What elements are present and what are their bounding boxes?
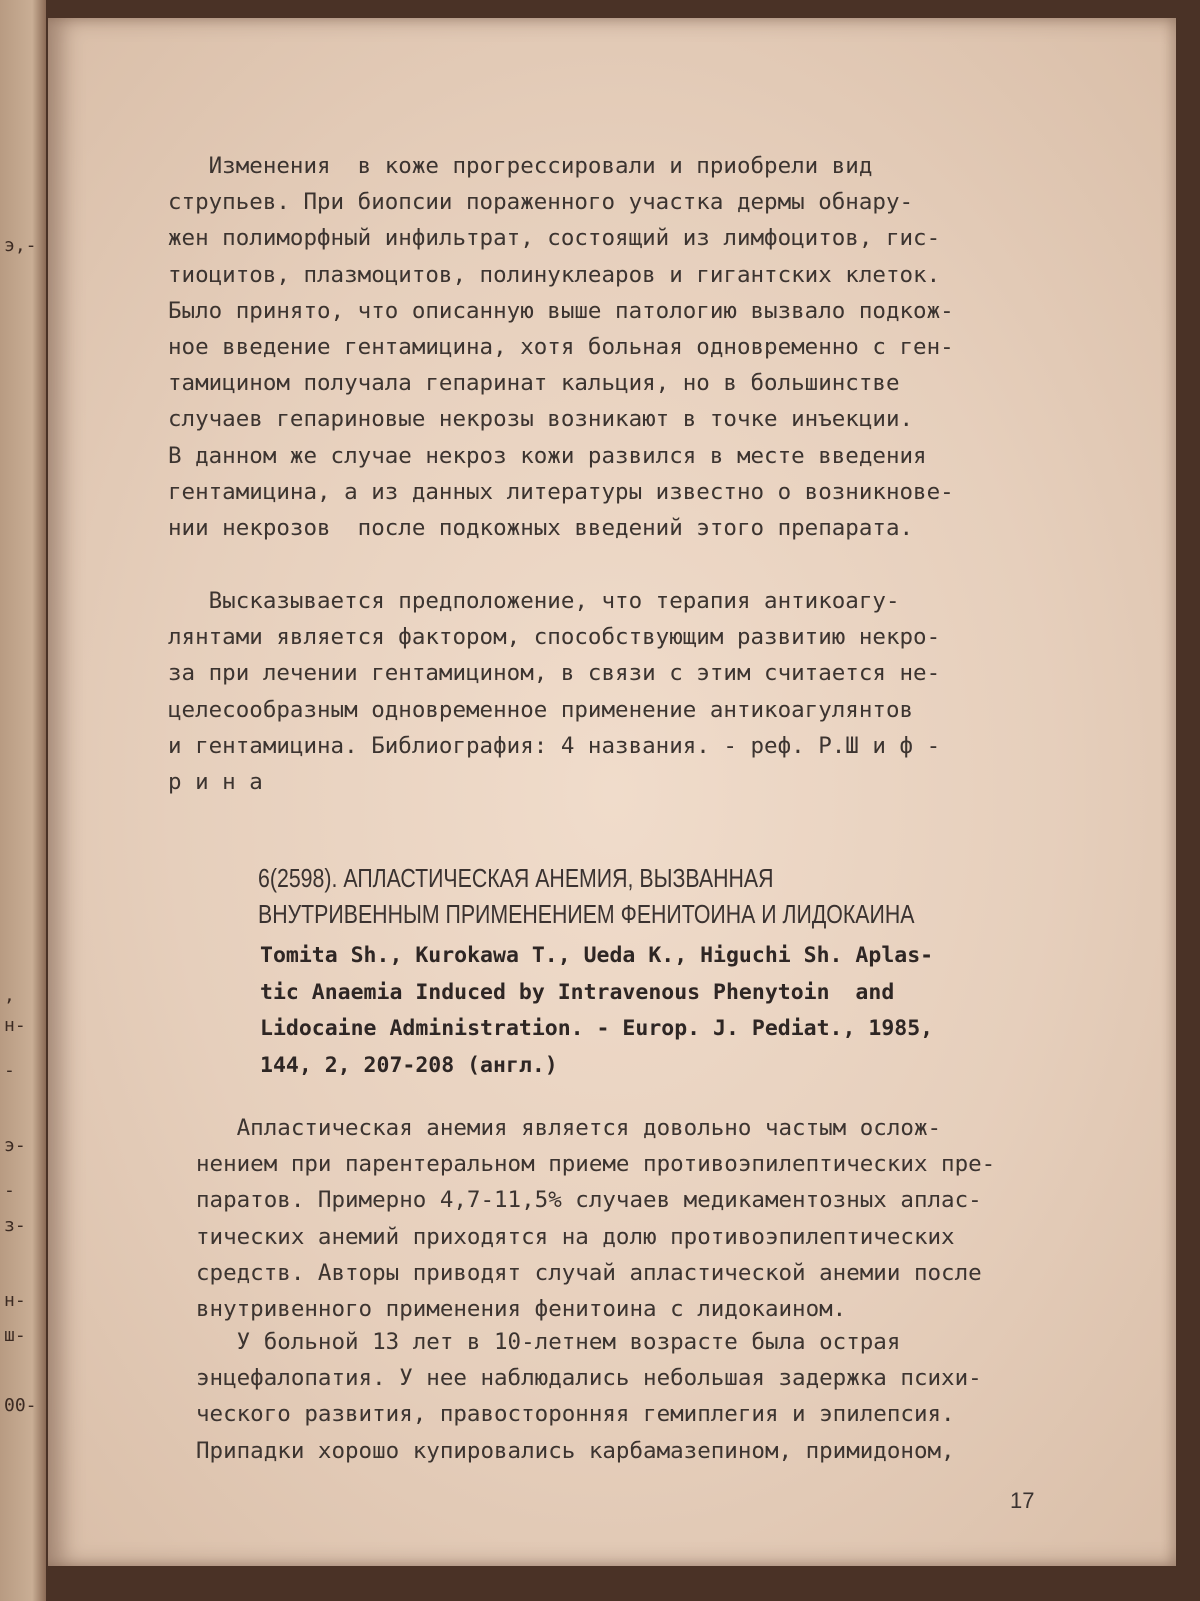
text-line: тических анемий приходятся на долю противоэпилептических [196,1223,955,1250]
text-line: 6(2598). АПЛАСТИЧЕСКАЯ АНЕМИЯ, ВЫЗВАННАЯ [258,863,774,893]
text-line: средств. Авторы приводят случай апластической анемии после [196,1259,982,1286]
document-page [48,18,1176,1566]
page-number: 17 [1010,1488,1035,1513]
margin-fragment: ш- [4,1325,26,1346]
margin-fragment: 00- [4,1395,37,1416]
text-line: и гентамицина. Библиография: 4 названия. - реф. Р.Ш и ф - [168,732,941,759]
previous-abstract-paragraph-2 [168,583,940,800]
entry-heading [258,860,914,932]
text-line: ВНУТРИВЕННЫМ ПРИМЕНЕНИЕМ ФЕНИТОИНА И ЛИДОКАИНА [258,899,915,929]
text-line: струпьев. При биопсии пораженного участка дермы обнару- [168,189,914,216]
text-line: за при лечении гентамицином, в связи с этим считается не- [168,660,941,687]
text-line: Высказывается предположение, что терапия антикоагу- [168,588,900,614]
text-line: тиоцитов, плазмоцитов, полинуклеаров и гигантских клеток. [168,261,941,288]
text-line: случаев гепариновые некрозы возникают в точке инъекции. [168,406,914,433]
text-line: 144, 2, 207-208 (англ.) [260,1052,558,1078]
text-line: жен полиморфный инфильтрат, состоящий из лимфоцитов, гис- [168,225,941,252]
text-line: внутривенного применения фенитоина с лидокаином. [196,1296,847,1323]
previous-abstract-paragraph-1 [168,148,954,546]
text-line: ческого развития, правосторонняя гемиплегия и эпилепсия. [196,1401,955,1428]
text-line: В данном же случае некроз кожи развился в месте введения [168,442,927,469]
text-line: паратов. Примерно 4,7-11,5% случаев медикаментозных аплас- [196,1187,982,1214]
margin-fragment: э- [4,1135,26,1156]
text-line: У больной 13 лет в 10-летнем возрасте была острая [196,1329,901,1355]
text-line: гентамицина, а из данных литературы известно о возникнове- [168,478,954,505]
text-line: энцефалопатия. У нее наблюдались небольшая задержка психи- [196,1365,982,1392]
entry-citation [260,938,933,1084]
text-line: Припадки хорошо купировались карбамазепином, примидоном, [196,1437,955,1464]
entry-paragraph-2 [196,1324,982,1469]
entry-paragraph-1 [196,1110,995,1327]
margin-fragment: н- [4,1015,26,1036]
text-line: целесообразным одновременное применение антикоагулянтов [168,696,914,723]
text-line: р и н а [168,769,263,796]
text-line: Изменения в коже прогрессировали и приобрели вид [168,153,873,179]
text-line: Было принято, что описанную выше патологию вызвало подкож- [168,297,954,324]
text-line: лянтами является фактором, способствующим развитию некро- [168,624,941,651]
margin-fragment: - [4,1180,15,1201]
margin-fragment: з- [4,1215,26,1236]
text-line: нением при парентеральном приеме противоэпилептических пре- [196,1151,996,1178]
text-line: Апластическая анемия является довольно частым ослож- [196,1115,942,1141]
text-line: ное введение гентамицина, хотя больная одновременно с ген- [168,334,954,361]
margin-fragment: - [4,1060,15,1081]
text-line: тамицином получала гепаринат кальция, но в большинстве [168,370,900,397]
text-line: Tomita Sh., Kurokawa T., Ueda K., Higuchi Sh. Aplas- [260,943,934,968]
text-line: нии некрозов после подкожных введений этого препарата. [168,515,914,542]
margin-fragment: э,- [4,235,37,256]
text-line: Lidocaine Administration. - Europ. J. Pediat., 1985, [260,1016,934,1041]
margin-fragment: н- [4,1290,26,1311]
text-line: tic Anaemia Induced by Intravenous Phenytoin and [260,979,895,1005]
margin-fragment: , [4,985,15,1006]
